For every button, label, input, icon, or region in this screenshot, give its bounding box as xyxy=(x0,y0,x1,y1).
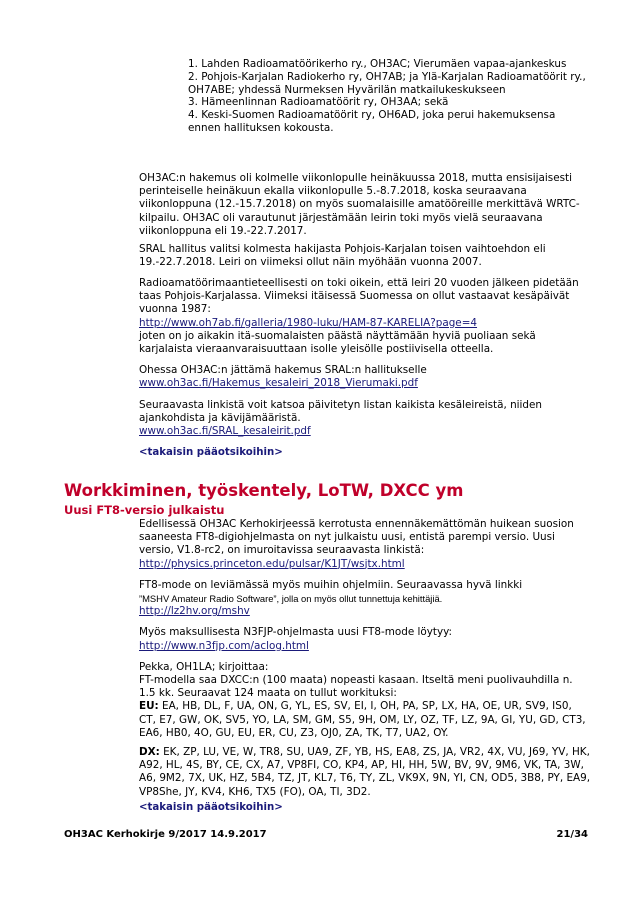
wsjtx-link[interactable]: http://physics.princeton.edu/pulsar/K1JT/wsjtx.html xyxy=(139,557,405,570)
paragraph-text: Radioamatöörimaantieteellisesti on toki oikein, että leiri 20 vuoden jälkeen pidetään taas Pohjois-Karjalassa. Viimeksi itäisessä Suomessa on ollut vastaavat kesäpäivät vuonna 1987: xyxy=(139,277,579,316)
ft8-section xyxy=(139,518,591,814)
paragraph-hakemus xyxy=(139,172,589,238)
paragraph-application xyxy=(139,364,589,390)
paragraph-text: SRAL hallitus valitsi kolmesta hakijasta Pohjois-Karjalan toisen vaihtoehdon eli 19.-22.7.2018. Leiri on viimeksi ollut näin myöhään vuonna 2007. xyxy=(139,243,546,269)
gallery-link[interactable]: http://www.oh7ab.fi/galleria/1980-luku/HAM-87-KARELIA?page=4 xyxy=(139,316,478,329)
list-item: 1. Lahden Radioamatöörikerho ry., OH3AC; Vierumäen vapaa-ajankeskus xyxy=(188,58,567,70)
back-to-headlines-link[interactable]: <takaisin pääotsikoihin> xyxy=(139,447,283,458)
section-heading: Workkiminen, työskentely, LoTW, DXCC ym xyxy=(64,481,464,500)
paragraph-text: FT8-mode on leviämässä myös muihin ohjelmiin. Seuraavassa hyvä linkki xyxy=(139,578,523,591)
footer-issue: OH3AC Kerhokirje 9/2017 14.9.2017 xyxy=(64,829,267,840)
paragraph-text: Pekka, OH1LA; kirjoittaa: xyxy=(139,660,269,673)
paragraph-text: Ohessa OH3AC:n jättämä hakemus SRAL:n hallitukselle xyxy=(139,364,427,376)
section-subheading: Uusi FT8-versio julkaistu xyxy=(64,503,225,517)
application-pdf-link[interactable]: www.oh3ac.fi/Hakemus_kesaleiri_2018_Vierumaki.pdf xyxy=(139,377,418,390)
applicant-list xyxy=(188,58,588,135)
paragraph-valinta xyxy=(139,243,589,269)
paragraph-text-small: ”MSHV Amateur Radio Software”, jolla on myös ollut tunnettuja kehittäjiä. xyxy=(139,593,443,605)
list-item: 4. Keski-Suomen Radioamatöörit ry, OH6AD, joka perui hakemuksensa ennen hallituksen kokousta. xyxy=(188,109,556,134)
list-item: 2. Pohjois-Karjalan Radiokerho ry, OH7AB; ja Ylä-Karjalan Radioamatöörit ry., OH7ABE; yhdessä Nurmeksen Hyvärilän matkailukeskukseen xyxy=(188,70,586,96)
list-item: 3. Hämeenlinnan Radioamatöörit ry, OH3AA; sekä xyxy=(188,96,449,109)
footer-page-number: 21/34 xyxy=(556,829,588,840)
paragraph-text: Myös maksullisesta N3FJP-ohjelmasta uusi FT8-mode löytyy: xyxy=(139,626,453,639)
eu-label: EU: xyxy=(139,700,159,713)
eu-country-list: EA, HB, DL, F, UA, ON, G, YL, ES, SV, EI, I, OH, PA, SP, LX, HA, OE, UR, SV9, IS0, CT, E7, GW, OK, SV5, YO, LA, SM, GM, S5, 9H, OM, LY, OZ, TF, LZ, 9A, GI, YU, GD, CT3, EA6, HB0, 4O, GU, EU, ER, CU, Z3, OJ0, ZA, TK, T7, UA2, OY. xyxy=(139,700,586,739)
back-to-headlines-link[interactable]: <takaisin pääotsikoihin> xyxy=(139,801,283,813)
paragraph-text: Edellisessä OH3AC Kerhokirjeessä kerrotusta ennennäkemättömän huikean suosion saaneesta FT8-digiohjelmasta on nyt julkaistu uusi, entistä parempi versio. Uusi versio, V1.8-rc2, on imuroitavissa seuraavasta linkistä: xyxy=(139,518,574,557)
n3fjp-link[interactable]: http://www.n3fjp.com/aclog.html xyxy=(139,639,309,652)
dx-label: DX: xyxy=(139,746,160,759)
camps-pdf-link[interactable]: www.oh3ac.fi/SRAL_kesaleirit.pdf xyxy=(139,425,311,438)
paragraph-karjala xyxy=(139,277,589,356)
back-link-row xyxy=(139,446,589,459)
paragraph-text: FT-modella saa DXCC:n (100 maata) nopeasti kasaan. Itseltä meni puolivauhdilla n. 1.5 kk. Seuraavat 124 maata on tullut workituksi: xyxy=(139,674,573,700)
paragraph-text: Seuraavasta linkistä voit katsoa päivitetyn listan kaikista kesäleireistä, niiden ajankohdista ja kävijämääristä. xyxy=(139,399,542,425)
paragraph-text: joten on jo aikakin itä-suomalaisten päästä näyttämään hyviä puoliaan sekä karjalaista vieraanvaraisuuttaan isolle yleisölle postiivisella otteella. xyxy=(139,329,536,356)
paragraph-camps xyxy=(139,399,589,439)
mshv-link[interactable]: http://lz2hv.org/mshv xyxy=(139,605,250,618)
paragraph-text: OH3AC:n hakemus oli kolmelle viikonlopulle heinäkuussa 2018, mutta ensisijaisesti perinteiselle heinäkuun ekalla viikonlopulle 5.-8.7.2018, koska seuraavana viikonloppuna (12.-15.7.2018) on myös suomalaisille amatööreille merkittävä WRTC-kilpailu. OH3AC oli varautunut järjestämään leirin toki myös vielä seuraavana viikonloppuna eli 19.-22.7.2017. xyxy=(139,172,580,237)
dx-country-list: EK, ZP, LU, VE, W, TR8, SU, UA9, ZF, YB, HS, EA8, ZS, JA, VR2, 4X, VU, J69, YV, HK, A92, HL, 4S, BY, CE, CX, A7, VP8FI, CO, KP4, AP, HI, HH, 5W, BV, 9V, 9M6, VK, TA, 3W, A6, 9M2, 7X, UK, HZ, 5B4, TZ, JT, KL7, T6, TY, ZL, VK9X, 9N, YI, CN, OD5, 3B8, PY, EA9, VP8She, JY, KV4, KH6, TX5 (FO), OA, TI, 3D2. xyxy=(139,746,591,798)
